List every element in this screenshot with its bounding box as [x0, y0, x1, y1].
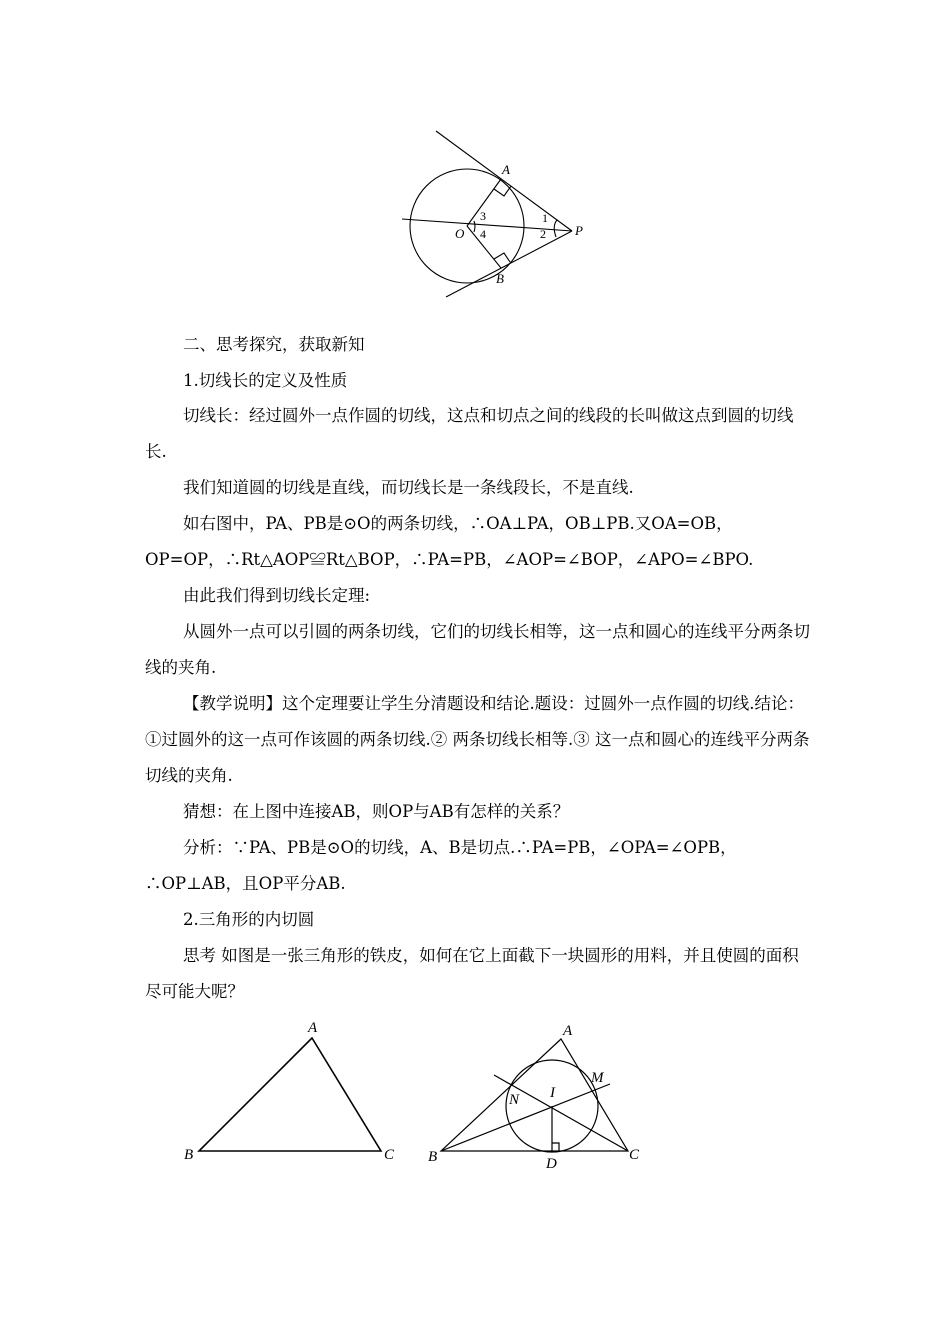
incircle-figure [420, 1015, 650, 1180]
tangent-pb [446, 231, 572, 297]
inc-label-m: M [591, 1070, 604, 1086]
triangle-figure [180, 1015, 400, 1175]
angle-arc-o [474, 221, 475, 232]
inc-label-b: B [428, 1149, 438, 1165]
theorem-intro: 由此我们得到切线长定理: [183, 586, 371, 605]
label-o: O [455, 226, 465, 241]
theorem-statement: 从圆外一点可以引圆的两条切线，它们的切线长相等，这一点和圆心的连线平分两条切线的夹角. [145, 622, 810, 677]
inc-label-n: N [509, 1092, 520, 1108]
angle-4: 4 [480, 227, 486, 241]
tangent-pa [436, 131, 572, 231]
inc-label-d: D [546, 1156, 557, 1172]
paragraph-line-vs-segment: 我们知道圆的切线是直线，而切线长是一条线段长，不是直线. [183, 478, 634, 497]
think-paragraph: 思考 如图是一张三角形的铁皮，如何在它上面截下一块圆形的用料，并且使圆的面积尽可能大呢？ [145, 946, 799, 1001]
inc-label-i: I [550, 1085, 555, 1101]
triangle-abc-2 [441, 1039, 628, 1151]
bisector-b [441, 1084, 610, 1151]
teaching-note: 【教学说明】这个定理要让学生分清题设和结论.题设：过圆外一点作圆的切线.结论：①过圆外的这一点可作该圆的两条切线.② 两条切线长相等.③ 这一点和圆心的连线平分两条切线的夹角. [145, 694, 810, 785]
tangent-figure [395, 125, 595, 305]
angle-arc-p [554, 220, 557, 237]
tri-label-b: B [184, 1147, 194, 1163]
tri-label-c: C [384, 1147, 395, 1163]
inc-label-a: A [563, 1023, 573, 1039]
subsection-heading-2: 2.三角形的内切圆 [183, 910, 315, 929]
section-heading: 二、思考探究，获取新知 [183, 335, 365, 354]
angle-1: 1 [542, 211, 548, 225]
label-p: P [575, 223, 583, 238]
label-b: B [496, 271, 504, 286]
proof-paragraph: 如右图中，PA、PB是⊙O的两条切线，∴OA⊥PA，OB⊥PB.又OA=OB，OP=OP，∴Rt△AOP≌Rt△BOP，∴PA=PB，∠AOP=∠BOP，∠APO=∠BPO. [145, 514, 754, 569]
right-angle-b [494, 253, 510, 262]
angle-2: 2 [540, 227, 546, 241]
tri-label-a: A [308, 1020, 318, 1036]
right-angle-d [552, 1143, 559, 1151]
angle-3: 3 [480, 209, 486, 223]
triangle-abc [199, 1038, 381, 1151]
conjecture-paragraph: 猜想：在上图中连接AB，则OP与AB有怎样的关系？ [183, 802, 570, 821]
bisector-c [494, 1075, 628, 1151]
subsection-heading-1: 1.切线长的定义及性质 [183, 371, 348, 390]
label-a: A [502, 162, 510, 177]
analysis-paragraph: 分析：∵PA、PB是⊙O的切线，A、B是切点.∴PA=PB，∠OPA=∠OPB，∴OP⊥AB，且OP平分AB. [145, 838, 737, 893]
inc-label-c: C [629, 1147, 640, 1163]
definition-paragraph: 切线长：经过圆外一点作圆的切线，这点和切点之间的线段的长叫做这点到圆的切线长. [145, 406, 794, 461]
